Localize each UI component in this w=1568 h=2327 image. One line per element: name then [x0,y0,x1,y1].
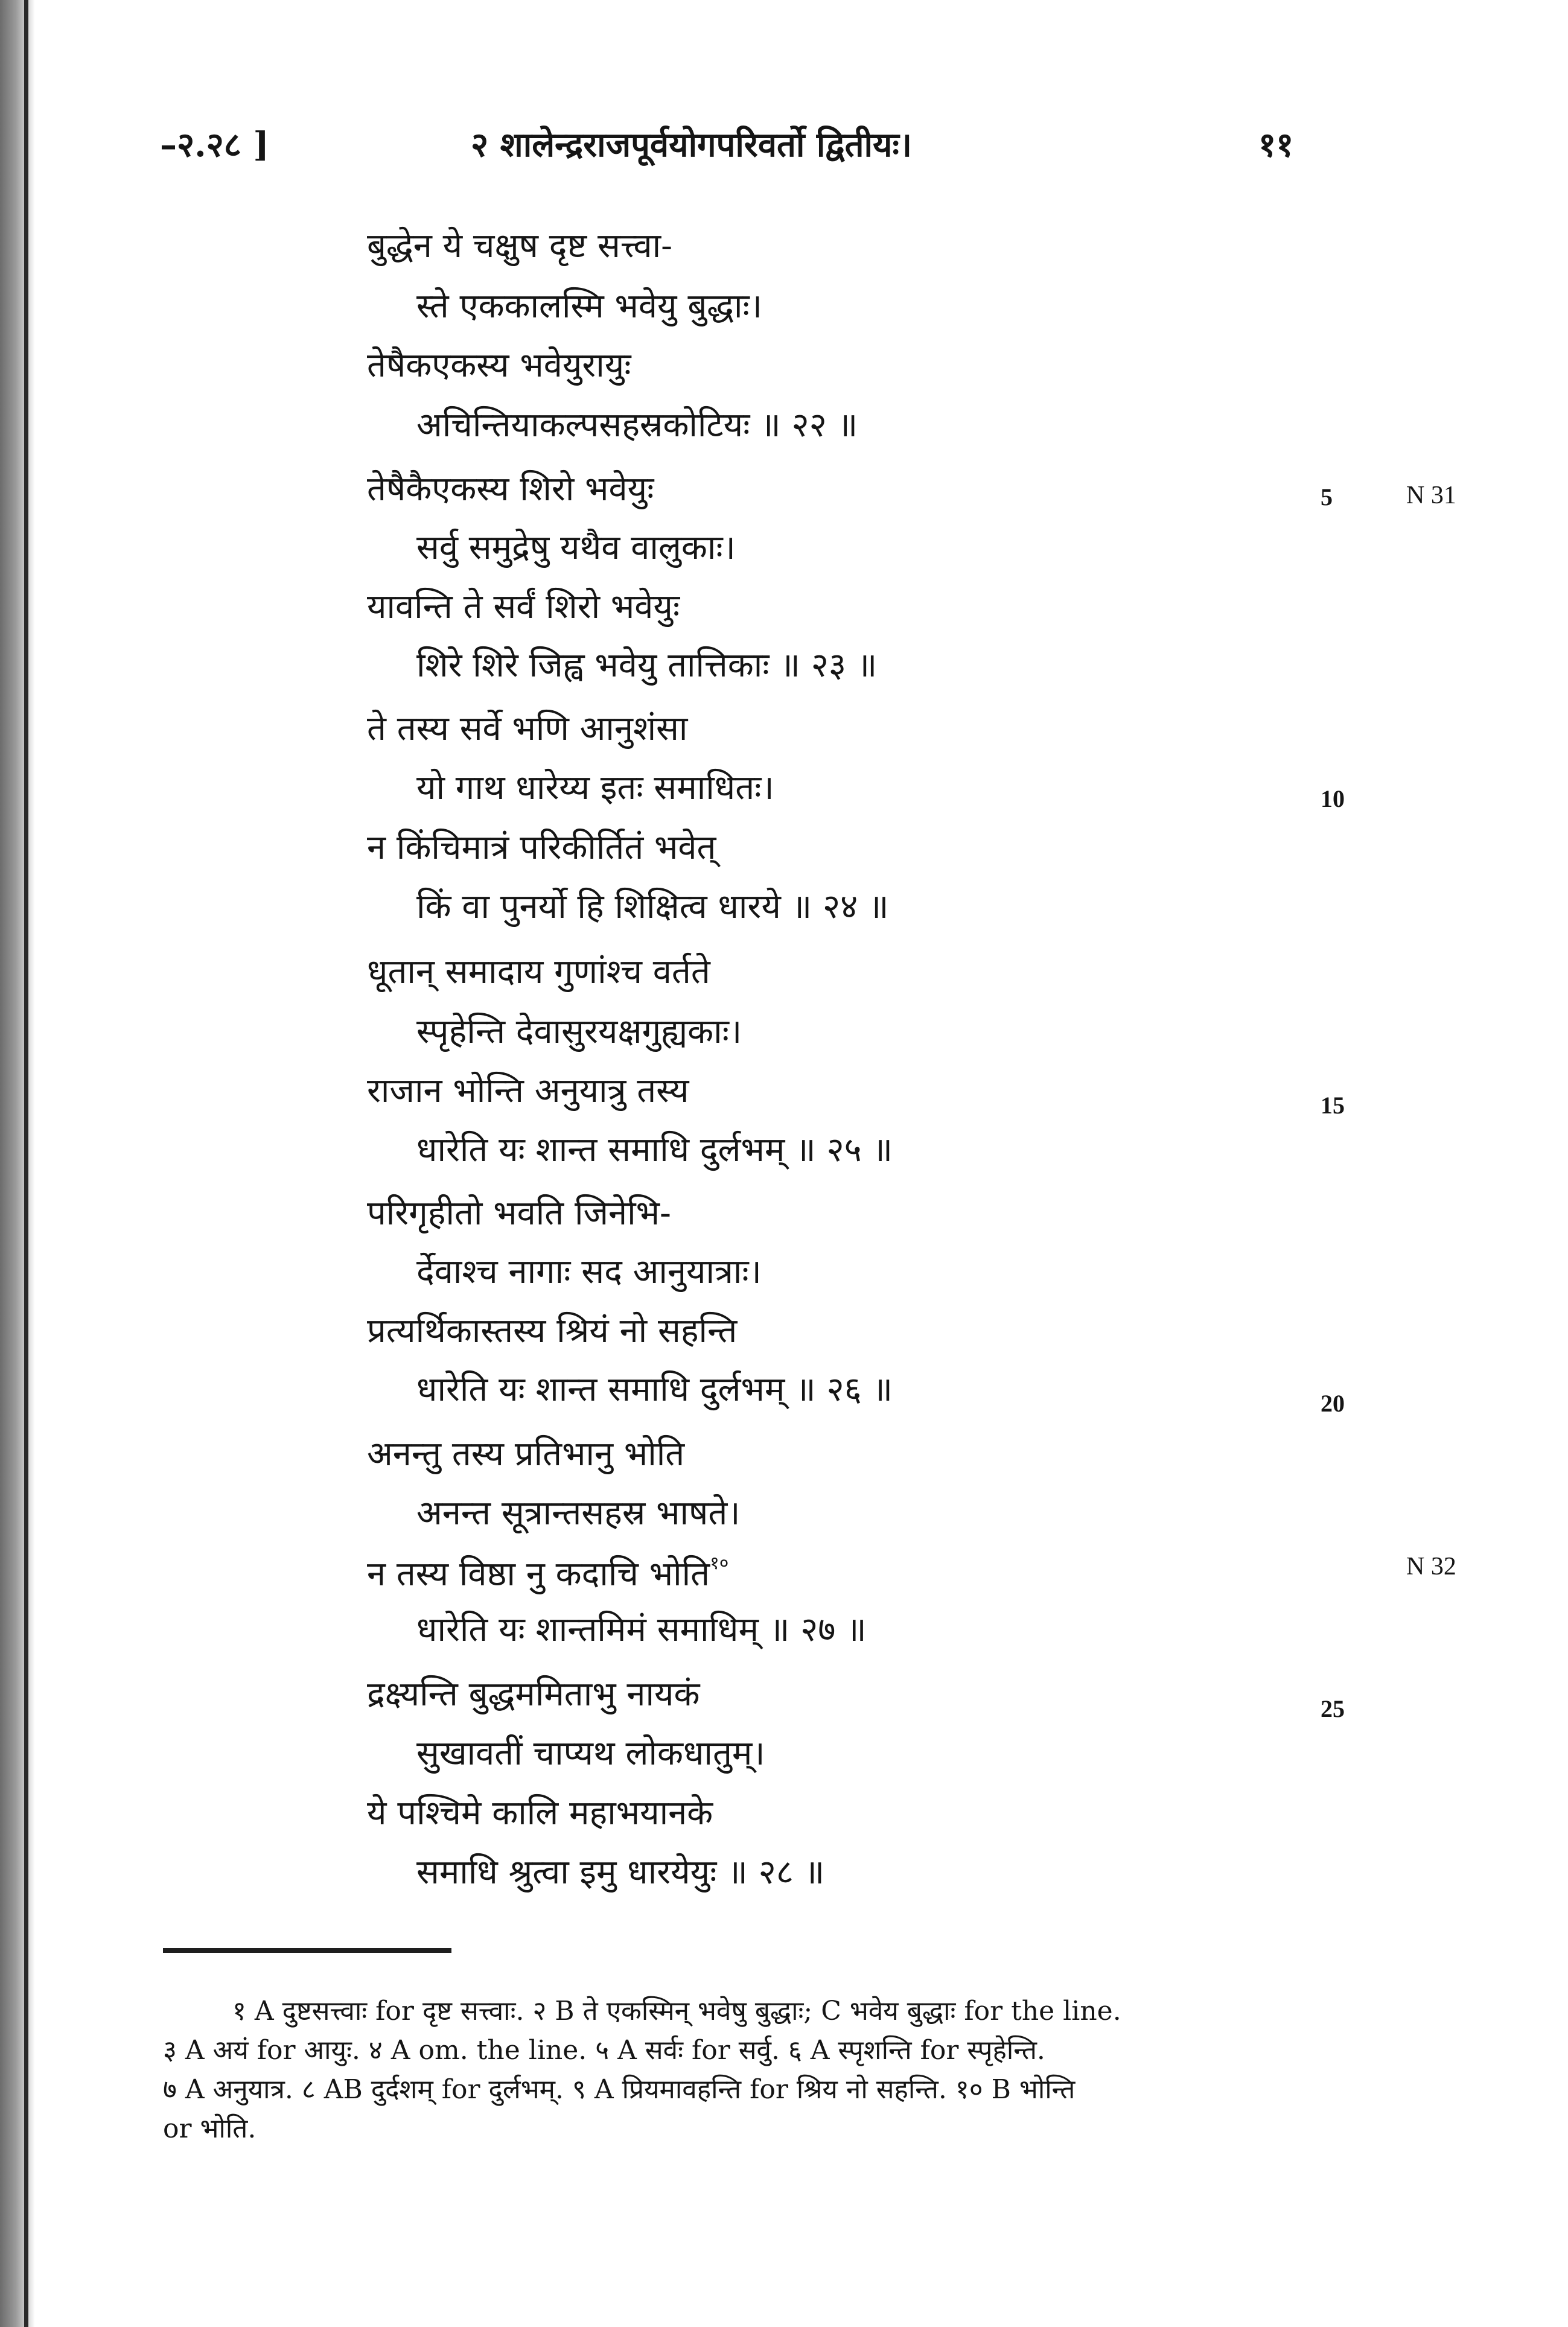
page-number: ११ [1258,125,1294,165]
footnote-rule [163,1948,451,1953]
verse-line: सर्वु समुद्रेषु यथैव वालुकाः। [416,528,736,567]
footnote-line: १ A दुष्टसत्त्वाः for दृष्ट सत्त्वाः. २ B ते एकस्मिन् भवेषु बुद्धाः; C भवेय बुद्धाः for the line. [232,1996,1121,2026]
line-number: 20 [1321,1390,1345,1417]
running-header-ref: –२.२८ ] [160,125,269,165]
verse-line: प्रत्यर्थिकास्तस्य श्रियं नो सहन्ति [367,1311,738,1351]
footnote-line: ३ A अयं for आयुः. ४ A om. the line. ५ A सर्वः for सर्वु. ६ A स्पृशन्ति for स्पृहेन्ति. [163,2035,1045,2066]
verse-line: तेषैकएकस्य भवेयुरायुः [367,346,631,385]
binding-line [24,0,28,2327]
verse-line: परिगृहीतो भवति जिनेभि- [367,1194,671,1233]
line-number: 25 [1321,1695,1345,1722]
footnote-line: ७ A अनुयात्र. ८ AB दुर्दशम् for दुर्लभम्. ९ A प्रियमावहन्ति for श्रिय नो सहन्ति. १० B भोन्ति [163,2074,1076,2105]
verse-line: धूतान् समादाय गुणांश्च वर्तते [367,952,710,992]
verse-line: किं वा पुनर्यो हि शिक्षित्व धारये ॥ २४ ॥ [416,887,889,926]
verse-line [367,1553,729,1594]
verse-text: न तस्य विष्ठा नु कदाचि भोति [367,1555,710,1594]
line-number: 5 [1321,483,1333,511]
line-number: 15 [1321,1092,1345,1119]
line-number: 10 [1321,785,1345,812]
footnote-marker: १० [710,1553,729,1574]
verse-line: अनन्तु तस्य प्रतिभानु भोति [367,1434,685,1474]
manuscript-ref: N 32 [1406,1553,1456,1581]
verse-line: स्पृहेन्ति देवासुरयक्षगुह्यकाः। [416,1012,742,1051]
verse-line: धारेति यः शान्त समाधि दुर्लभम् ॥ २६ ॥ [416,1370,893,1409]
verse-line: तेषैकैएकस्य शिरो भवेयुः [367,470,654,509]
running-header-title: २ शालेन्द्रराजपूर्वयोगपरिवर्तो द्वितीयः। [471,125,913,165]
scan-edge [0,0,35,2327]
verse-line: सुखावतीं चाप्यथ लोकधातुम्। [416,1734,765,1773]
verse-line: बुद्धेन ये चक्षुष दृष्ट सत्त्वा- [367,226,673,266]
verse-line: न किंचिमात्रं परिकीर्तितं भवेत् [367,828,716,867]
footnote-line: or भोति. [163,2113,257,2144]
verse-line: शिरे शिरे जिह्व भवेयु तात्तिकाः ॥ २३ ॥ [416,646,878,685]
verse-line: ते तस्य सर्वे भणि आनुशंसा [367,709,688,748]
verse-line: स्ते एककालस्मि भवेयु बुद्धाः। [416,287,763,326]
verse-line: र्देवाश्च नागाः सद आनुयात्राः। [416,1252,762,1291]
verse-line: अचिन्तियाकल्पसहस्रकोटियः ॥ २२ ॥ [416,406,858,445]
manuscript-ref: N 31 [1406,482,1456,509]
verse-line: धारेति यः शान्तमिमं समाधिम् ॥ २७ ॥ [416,1610,867,1649]
verse-line: यावन्ति ते सर्वं शिरो भवेयुः [367,587,680,626]
verse-line: समाधि श्रुत्वा इमु धारयेयुः ॥ २८ ॥ [416,1853,825,1892]
verse-line: धारेति यः शान्त समाधि दुर्लभम् ॥ २५ ॥ [416,1130,893,1170]
verse-line: राजान भोन्ति अनुयात्रु तस्य [367,1071,689,1110]
verse-line: ये पश्चिमे कालि महाभयानके [367,1794,713,1833]
verse-line: अनन्त सूत्रान्तसहस्र भाषते। [416,1494,741,1533]
verse-line: द्रक्ष्यन्ति बुद्धममिताभु नायकं [367,1675,700,1714]
verse-line: यो गाथ धारेय्य इतः समाधितः। [416,768,774,807]
